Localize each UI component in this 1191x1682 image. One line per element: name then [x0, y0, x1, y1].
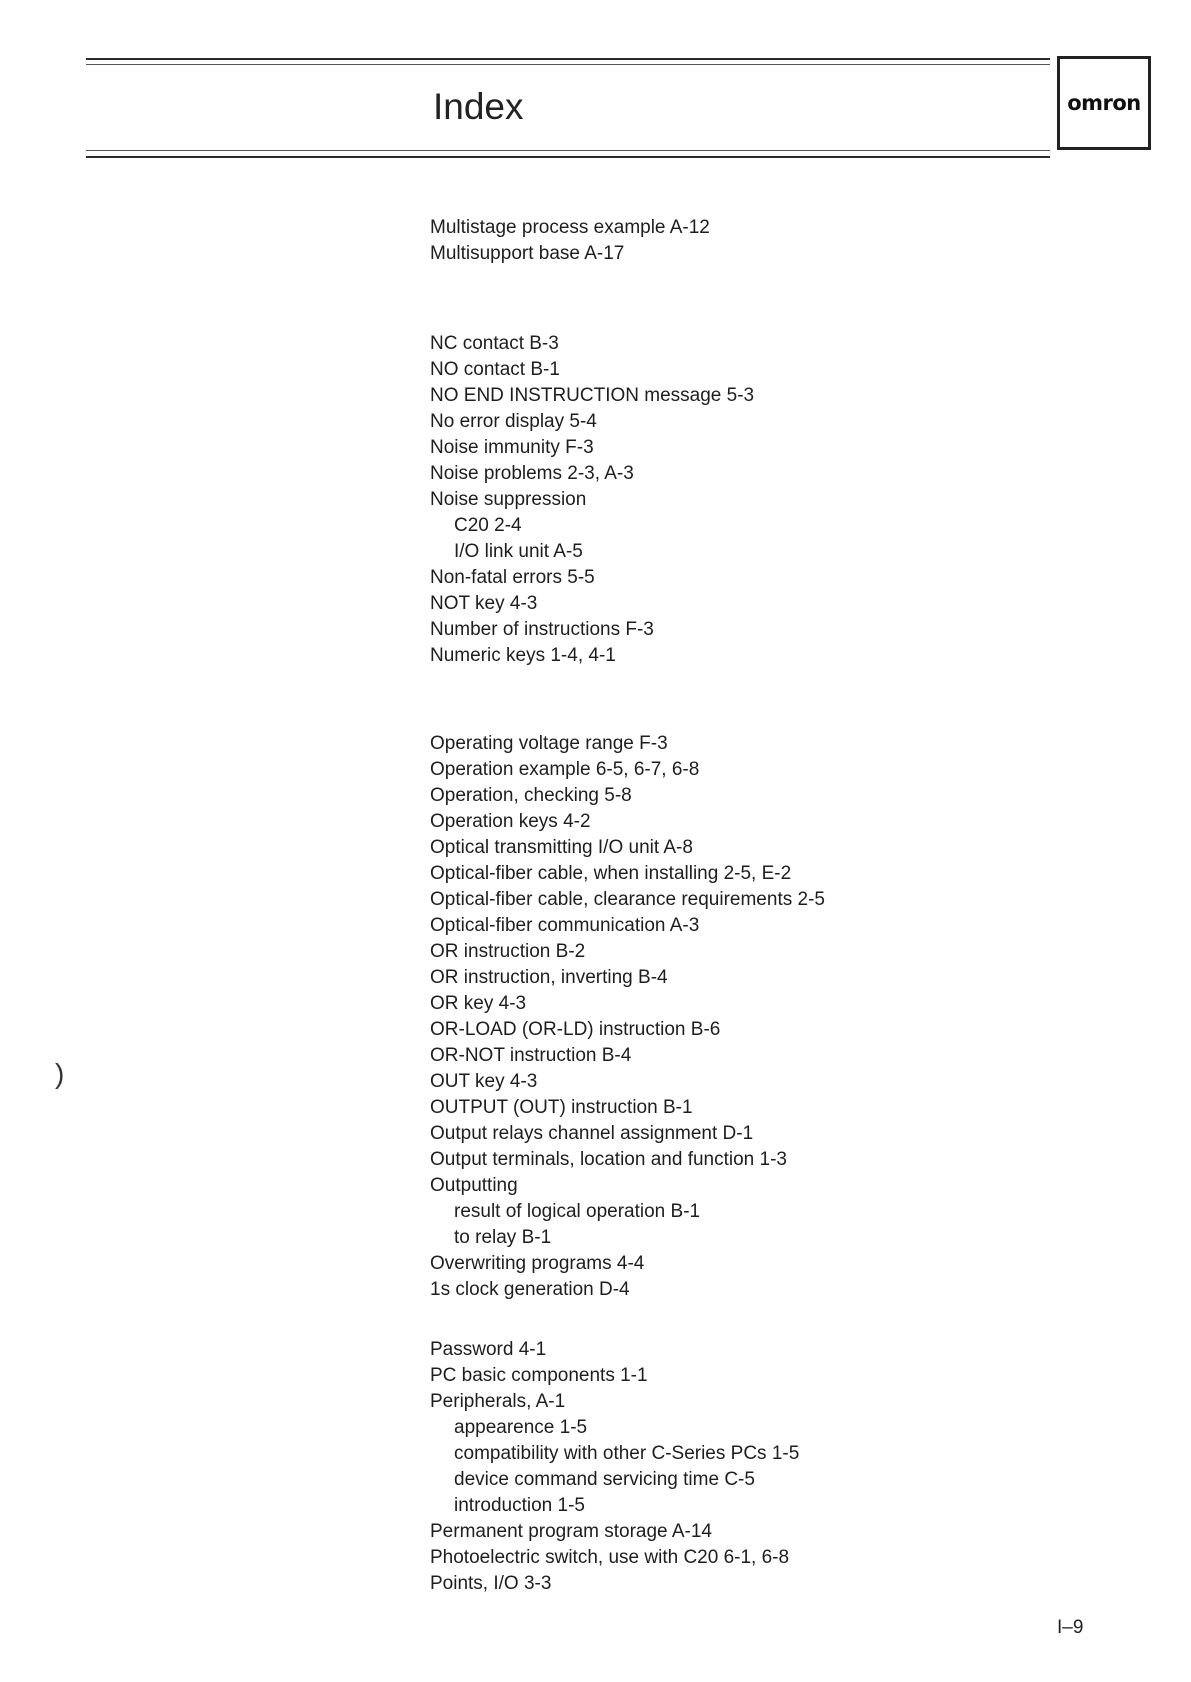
- index-entry: Noise immunity F-3: [430, 437, 594, 458]
- index-entry: Numeric keys 1-4, 4-1: [430, 645, 616, 666]
- index-entry: Peripherals, A-1: [430, 1391, 566, 1412]
- margin-mark: ): [55, 1058, 65, 1089]
- header-rule-top-thick: [86, 58, 1050, 60]
- index-subentry: compatibility with other C-Series PCs 1-5: [454, 1443, 800, 1464]
- index-entry: 1s clock generation D-4: [430, 1279, 630, 1300]
- index-entry: Password 4-1: [430, 1339, 547, 1360]
- index-entry: Operation, checking 5-8: [430, 785, 632, 806]
- index-entry: Number of instructions F-3: [430, 619, 654, 640]
- index-entry: Multisupport base A-17: [430, 243, 625, 264]
- index-entry: OR instruction B-2: [430, 941, 586, 962]
- index-entry: Optical transmitting I/O unit A-8: [430, 837, 693, 858]
- index-entry: OR-NOT instruction B-4: [430, 1045, 632, 1066]
- index-entry: Operation example 6-5, 6-7, 6-8: [430, 759, 700, 780]
- index-entry: OR instruction, inverting B-4: [430, 967, 668, 988]
- omron-logo: [1057, 56, 1151, 150]
- index-subentry: appearence 1-5: [454, 1417, 588, 1438]
- index-entry: Outputting: [430, 1175, 518, 1196]
- index-entry: Photoelectric switch, use with C20 6-1, 6-8: [430, 1547, 790, 1568]
- index-subentry: I/O link unit A-5: [454, 541, 583, 562]
- index-entry: Permanent program storage A-14: [430, 1521, 712, 1542]
- omron-logo-text: omron: [1067, 91, 1141, 115]
- index-entry: Optical-fiber cable, clearance requirements 2-5: [430, 889, 825, 910]
- index-entry: Optical-fiber communication A-3: [430, 915, 700, 936]
- index-entry: OUTPUT (OUT) instruction B-1: [430, 1097, 693, 1118]
- index-entry: Output terminals, location and function 1-3: [430, 1149, 787, 1170]
- index-entry: OR key 4-3: [430, 993, 527, 1014]
- index-entry: OR-LOAD (OR-LD) instruction B-6: [430, 1019, 721, 1040]
- index-entry: No error display 5-4: [430, 411, 597, 432]
- index-entry: Operating voltage range F-3: [430, 733, 668, 754]
- header-rule-bottom-thick: [86, 156, 1050, 158]
- index-entry: Operation keys 4-2: [430, 811, 591, 832]
- index-subentry: to relay B-1: [454, 1227, 552, 1248]
- index-entry: Overwriting programs 4-4: [430, 1253, 645, 1274]
- index-entry: Points, I/O 3-3: [430, 1573, 552, 1594]
- index-subentry: device command servicing time C-5: [454, 1469, 755, 1490]
- header-rule-bottom-thin: [86, 150, 1050, 151]
- index-subentry: C20 2-4: [454, 515, 522, 536]
- header-rule-top-thin: [86, 64, 1050, 65]
- index-entry: OUT key 4-3: [430, 1071, 538, 1092]
- index-entry: Non-fatal errors 5-5: [430, 567, 595, 588]
- page-title: Index: [433, 86, 524, 127]
- index-entry: Optical-fiber cable, when installing 2-5, E-2: [430, 863, 792, 884]
- index-subentry: introduction 1-5: [454, 1495, 585, 1516]
- index-entry: PC basic components 1-1: [430, 1365, 648, 1386]
- index-entry: Output relays channel assignment D-1: [430, 1123, 754, 1144]
- index-entry: Multistage process example A-12: [430, 217, 710, 238]
- index-entry: Noise problems 2-3, A-3: [430, 463, 634, 484]
- index-subentry: result of logical operation B-1: [454, 1201, 701, 1222]
- index-entry: NO contact B-1: [430, 359, 560, 380]
- index-entry: NC contact B-3: [430, 333, 559, 354]
- page-number: I–9: [1057, 1617, 1084, 1638]
- index-entry: NO END INSTRUCTION message 5-3: [430, 385, 755, 406]
- index-entry: NOT key 4-3: [430, 593, 538, 614]
- index-entry: Noise suppression: [430, 489, 587, 510]
